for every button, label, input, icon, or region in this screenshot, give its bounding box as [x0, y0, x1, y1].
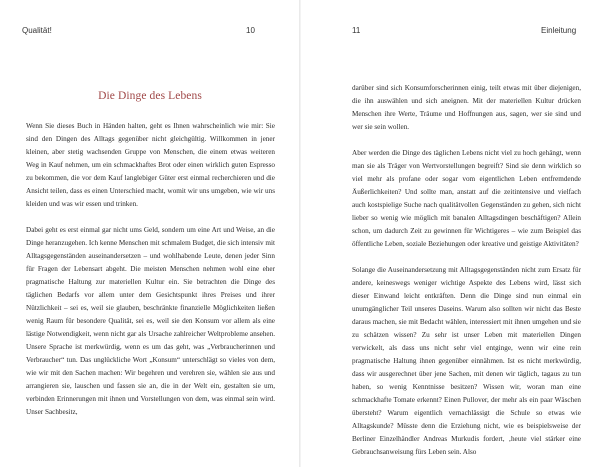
- paragraph: Dabei geht es erst einmal gar nicht ums Geld, sondern um eine Art und Weise, an die Dinge heranzugehen. Ich kenne Menschen mit schmalem Budget, die sich intensiv mit Alltagsgegenständen auseinandersetzen – und wohlhabende Leute, denen jeder Sinn für Fragen der Lebensart abgeht. Die meisten Menschen nehmen wohl eine eher pragmatische Haltung zur materiellen Kultur ein. Sie betrachten die Dinge des täglichen Bedarfs vor allem unter dem Gesichtspunkt ihres Preises und ihrer Nützlichkeit – sei es, weil sie glauben, beschränkte finanzielle Möglichkeiten ließen wenig Raum für besondere Qualität, sei es, weil sie den Konsum vor allem als eine lästige Notwendigkeit, wenn nicht gar als Ursache zahlreicher Weltprobleme ansehen. Unsere Sprache ist merkwürdig, wenn es um das geht, was „Verbraucherinnen und Verbraucher“ tun. Das unglückliche Wort „Konsum“ unterschlägt so vieles von dem, wie wir mit den Sachen machen: Wir begehren und verehren sie, wählen sie aus und arrangieren sie, lauschen und fassen sie an, die in der Welt ein, gestalten sie um, verbinden Erinnerungen mit ihnen und Vorstellungen von dem, was einmal sein wird. Unser Sachbesitz,: [26, 226, 275, 416]
- paragraph: Solange die Auseinandersetzung mit Alltagsgegenständen nicht zum Ersatz für andere, keineswegs weniger wichtige Aspekte des Lebens wird, lässt sich dieser Einwand leicht entkräften. Denn die Dinge sind nun einmal ein unumgänglicher Teil unseres Daseins. Warum also sollten wir nicht das Beste daraus machen, sie mit Bedacht wählen, interessiert mit ihnen umgehen und sie zu schätzen wissen? Zu sehr ist unser Leben mit materiellen Dingen verwickelt, als dass uns nicht sehr viel entginge, wenn wir eine rein pragmatische Haltung ihnen gegenüber einnähmen. Ist es nicht merkwürdig, dass wir ausgerechnet über jene Sachen, mit denen wir täglich, tagaus zu tun haben, so wenig Kenntnisse besitzen? Wissen wir, woran man eine schmackhafte Tomate erkennt? Einen Pullover, der mehr als ein paar Wäschen übersteht? Warum eigentlich vernachlässigt die Schule so etwas wie Alltagskunde? Müsste denn die Erziehung nicht, wie es beispielsweise der Berliner Einzelhändler Andreas Murkudis fordert, ‚heute viel stärker eine Gebrauchsanweisung fürs Leben sein. Also: [352, 266, 581, 456]
- body-text-left: [26, 120, 275, 432]
- body-text-right: [352, 82, 581, 467]
- page-number-left: 10: [246, 26, 255, 35]
- right-page: [300, 0, 600, 467]
- running-title-left: Qualität!: [22, 26, 52, 35]
- paragraph: Aber werden die Dinge des täglichen Lebens nicht viel zu hoch gehängt, wenn man sie als Träger von Wertvorstellungen begreift? Sind sie denn wirklich so viel mehr als profane oder sogar vom eigentlichen Leben entfremdende Äußerlichkeiten? Und sollte man, anstatt auf die zeitintensive und vielfach auch kostspielige Suche nach qualitätvollen Gegenständen zu gehen, sich nicht lieber so wenig wie möglich mit banalen Alltagsdingen beschäftigen? Allein schon, um dadurch Zeit zu gewinnen für Wichtigeres – wie zum Beispiel das öffentliche Leben, soziale Beziehungen oder kreative und geistige Aktivitäten?: [352, 149, 581, 248]
- paragraph: darüber sind sich Konsumforscherinnen einig, teilt etwas mit über diejenigen, die ihn auswählen und sich aneignen. Mit der materiellen Kultur drücken Menschen ihre Werte, Träume und Hoffnungen aus, sagen, wer sie sind und wer sie sein wollen.: [352, 84, 581, 131]
- page-number-right: 11: [352, 26, 361, 35]
- paragraph: Wenn Sie dieses Buch in Händen halten, geht es Ihnen wahrscheinlich wie mir: Sie sind den Dingen des Alltags gegenüber nicht gleichgültig. Willkommen in jener kleinen, aber stetig wachsenden Gruppe von Menschen, die einem etwas weiteren Weg in Kauf nehmen, um ein schmackhaftes Brot oder einen wirklich guten Espresso zu bekommen, die vor dem Kauf langlebiger Güter erst einmal recherchieren und die Ansicht teilen, dass es einen Unterschied macht, womit wir uns umgeben, wie wir uns kleiden und was wir essen und trinken.: [26, 122, 275, 208]
- chapter-title: Die Dinge des Lebens: [98, 90, 202, 102]
- running-title-right: Einleitung: [541, 26, 577, 35]
